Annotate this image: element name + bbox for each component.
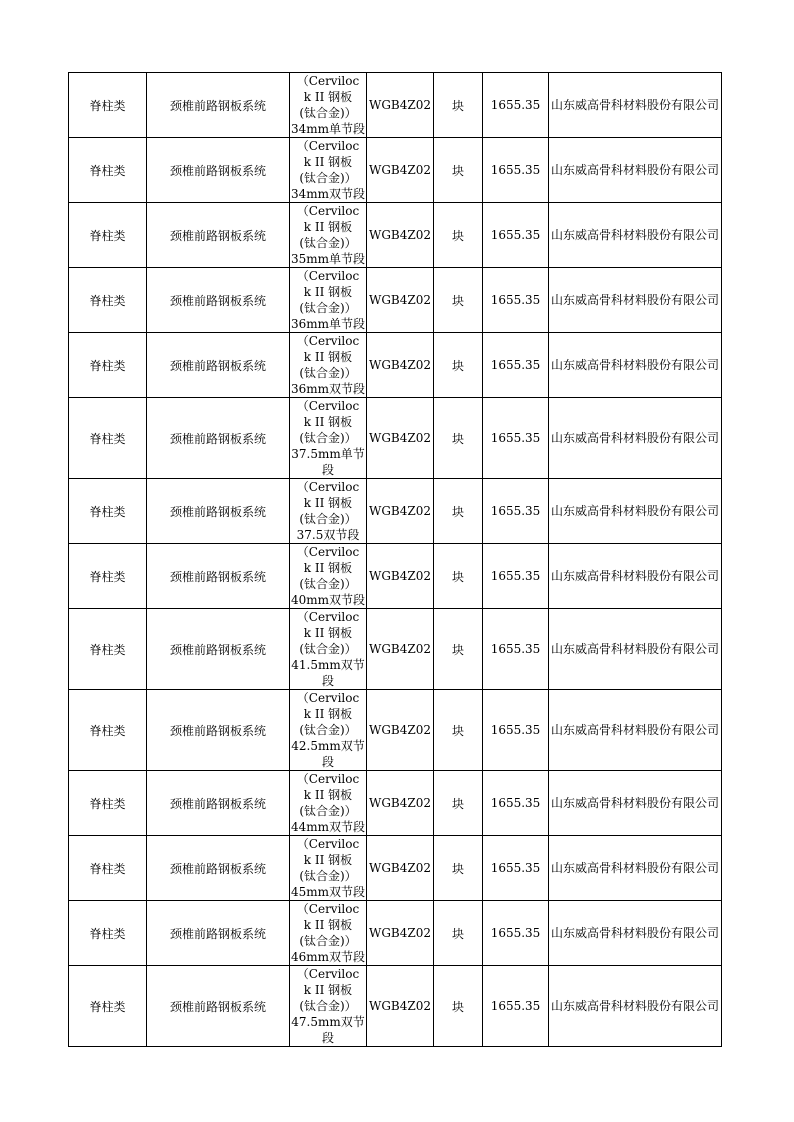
manufacturer-cell: 山东威高骨科材料股份有限公司 — [549, 138, 722, 203]
product-name-cell: 颈椎前路钢板系统 — [147, 333, 290, 398]
category-cell: 脊柱类 — [69, 333, 147, 398]
manufacturer-cell: 山东威高骨科材料股份有限公司 — [549, 268, 722, 333]
model-cell: WGB4Z02 — [367, 966, 434, 1047]
product-name-cell: 颈椎前路钢板系统 — [147, 609, 290, 690]
specification-cell: （Cerviloc k II 钢板 (钛合金)） 34mm双节段 — [290, 139, 366, 201]
model-cell: WGB4Z02 — [367, 333, 434, 398]
product-name-cell: 颈椎前路钢板系统 — [147, 398, 290, 479]
table-row — [69, 966, 722, 1047]
model-cell: WGB4Z02 — [367, 836, 434, 901]
price-cell: 1655.35 — [483, 333, 549, 398]
unit-cell: 块 — [434, 203, 483, 268]
manufacturer-cell: 山东威高骨科材料股份有限公司 — [549, 690, 722, 771]
category-cell: 脊柱类 — [69, 268, 147, 333]
manufacturer-cell: 山东威高骨科材料股份有限公司 — [549, 398, 722, 479]
specification-cell: （Cerviloc k II 钢板 (钛合金)） 34mm单节段 — [290, 74, 366, 136]
category-cell: 脊柱类 — [69, 836, 147, 901]
price-cell: 1655.35 — [483, 138, 549, 203]
category-cell: 脊柱类 — [69, 609, 147, 690]
table-row — [69, 398, 722, 479]
specification-cell: （Cerviloc k II 钢板 (钛合金)） 42.5mm双节 段 — [291, 691, 365, 769]
product-price-table — [68, 72, 722, 1047]
product-name-cell: 颈椎前路钢板系统 — [147, 268, 290, 333]
table-row — [69, 138, 722, 203]
table-row — [69, 609, 722, 690]
manufacturer-cell: 山东威高骨科材料股份有限公司 — [549, 479, 722, 544]
category-cell: 脊柱类 — [69, 901, 147, 966]
product-name-cell: 颈椎前路钢板系统 — [147, 966, 290, 1047]
category-cell: 脊柱类 — [69, 771, 147, 836]
model-cell: WGB4Z02 — [367, 901, 434, 966]
unit-cell: 块 — [434, 609, 483, 690]
product-name-cell: 颈椎前路钢板系统 — [147, 73, 290, 138]
manufacturer-cell: 山东威高骨科材料股份有限公司 — [549, 333, 722, 398]
specification-cell: （Cerviloc k II 钢板 (钛合金)） 37.5双节段 — [290, 479, 367, 544]
model-cell: WGB4Z02 — [367, 544, 434, 609]
model-cell: WGB4Z02 — [367, 771, 434, 836]
unit-cell: 块 — [434, 966, 483, 1047]
category-cell: 脊柱类 — [69, 73, 147, 138]
category-cell: 脊柱类 — [69, 479, 147, 544]
category-cell: 脊柱类 — [69, 544, 147, 609]
manufacturer-cell: 山东威高骨科材料股份有限公司 — [549, 544, 722, 609]
price-cell: 1655.35 — [483, 203, 549, 268]
model-cell: WGB4Z02 — [367, 690, 434, 771]
unit-cell: 块 — [434, 268, 483, 333]
table-row — [69, 544, 722, 609]
price-cell: 1655.35 — [483, 690, 549, 771]
table-row — [69, 333, 722, 398]
price-cell: 1655.35 — [483, 966, 549, 1047]
specification-cell: （Cerviloc k II 钢板 (钛合金)） 41.5mm双节 段 — [291, 610, 365, 688]
model-cell: WGB4Z02 — [367, 479, 434, 544]
unit-cell: 块 — [434, 901, 483, 966]
model-cell: WGB4Z02 — [367, 73, 434, 138]
manufacturer-cell: 山东威高骨科材料股份有限公司 — [549, 73, 722, 138]
unit-cell: 块 — [434, 479, 483, 544]
product-name-cell: 颈椎前路钢板系统 — [147, 544, 290, 609]
model-cell: WGB4Z02 — [367, 609, 434, 690]
category-cell: 脊柱类 — [69, 966, 147, 1047]
specification-cell: （Cerviloc k II 钢板 (钛合金)） 36mm单节段 — [290, 269, 366, 331]
category-cell: 脊柱类 — [69, 203, 147, 268]
table-row — [69, 203, 722, 268]
table-row — [69, 479, 722, 544]
manufacturer-cell: 山东威高骨科材料股份有限公司 — [549, 609, 722, 690]
category-cell: 脊柱类 — [69, 398, 147, 479]
unit-cell: 块 — [434, 690, 483, 771]
table-row — [69, 836, 722, 901]
specification-cell: （Cerviloc k II 钢板 (钛合金)） 40mm双节段 — [290, 545, 366, 607]
product-name-cell: 颈椎前路钢板系统 — [147, 836, 290, 901]
table-row — [69, 690, 722, 771]
unit-cell: 块 — [434, 544, 483, 609]
model-cell: WGB4Z02 — [367, 203, 434, 268]
manufacturer-cell: 山东威高骨科材料股份有限公司 — [549, 966, 722, 1047]
manufacturer-cell: 山东威高骨科材料股份有限公司 — [549, 203, 722, 268]
unit-cell: 块 — [434, 771, 483, 836]
manufacturer-cell: 山东威高骨科材料股份有限公司 — [549, 901, 722, 966]
specification-cell: （Cerviloc k II 钢板 (钛合金)） 46mm双节段 — [290, 902, 366, 964]
price-cell: 1655.35 — [483, 73, 549, 138]
category-cell: 脊柱类 — [69, 690, 147, 771]
model-cell: WGB4Z02 — [367, 398, 434, 479]
unit-cell: 块 — [434, 73, 483, 138]
specification-cell: （Cerviloc k II 钢板 (钛合金)） 44mm双节段 — [290, 772, 366, 834]
specification-cell: （Cerviloc k II 钢板 (钛合金)） 36mm双节段 — [290, 334, 366, 396]
table-row — [69, 901, 722, 966]
table-body — [69, 73, 722, 1047]
price-cell: 1655.35 — [483, 609, 549, 690]
model-cell: WGB4Z02 — [367, 268, 434, 333]
category-cell: 脊柱类 — [69, 138, 147, 203]
price-cell: 1655.35 — [483, 544, 549, 609]
specification-cell: （Cerviloc k II 钢板 (钛合金)） 45mm双节段 — [290, 837, 366, 899]
table-row — [69, 73, 722, 138]
table-row — [69, 771, 722, 836]
unit-cell: 块 — [434, 836, 483, 901]
price-cell: 1655.35 — [483, 268, 549, 333]
price-cell: 1655.35 — [483, 836, 549, 901]
table-row — [69, 268, 722, 333]
specification-cell: （Cerviloc k II 钢板 (钛合金)） 47.5mm双节 段 — [291, 967, 365, 1045]
product-name-cell: 颈椎前路钢板系统 — [147, 479, 290, 544]
product-name-cell: 颈椎前路钢板系统 — [147, 771, 290, 836]
specification-cell: （Cerviloc k II 钢板 (钛合金)） 35mm单节段 — [290, 204, 366, 266]
unit-cell: 块 — [434, 333, 483, 398]
manufacturer-cell: 山东威高骨科材料股份有限公司 — [549, 771, 722, 836]
price-cell: 1655.35 — [483, 479, 549, 544]
unit-cell: 块 — [434, 138, 483, 203]
product-name-cell: 颈椎前路钢板系统 — [147, 138, 290, 203]
specification-cell: （Cerviloc k II 钢板 (钛合金)） 37.5mm单节 段 — [291, 399, 365, 477]
price-cell: 1655.35 — [483, 771, 549, 836]
price-cell: 1655.35 — [483, 398, 549, 479]
unit-cell: 块 — [434, 398, 483, 479]
manufacturer-cell: 山东威高骨科材料股份有限公司 — [549, 836, 722, 901]
model-cell: WGB4Z02 — [367, 138, 434, 203]
product-name-cell: 颈椎前路钢板系统 — [147, 203, 290, 268]
product-name-cell: 颈椎前路钢板系统 — [147, 901, 290, 966]
product-name-cell: 颈椎前路钢板系统 — [147, 690, 290, 771]
price-cell: 1655.35 — [483, 901, 549, 966]
